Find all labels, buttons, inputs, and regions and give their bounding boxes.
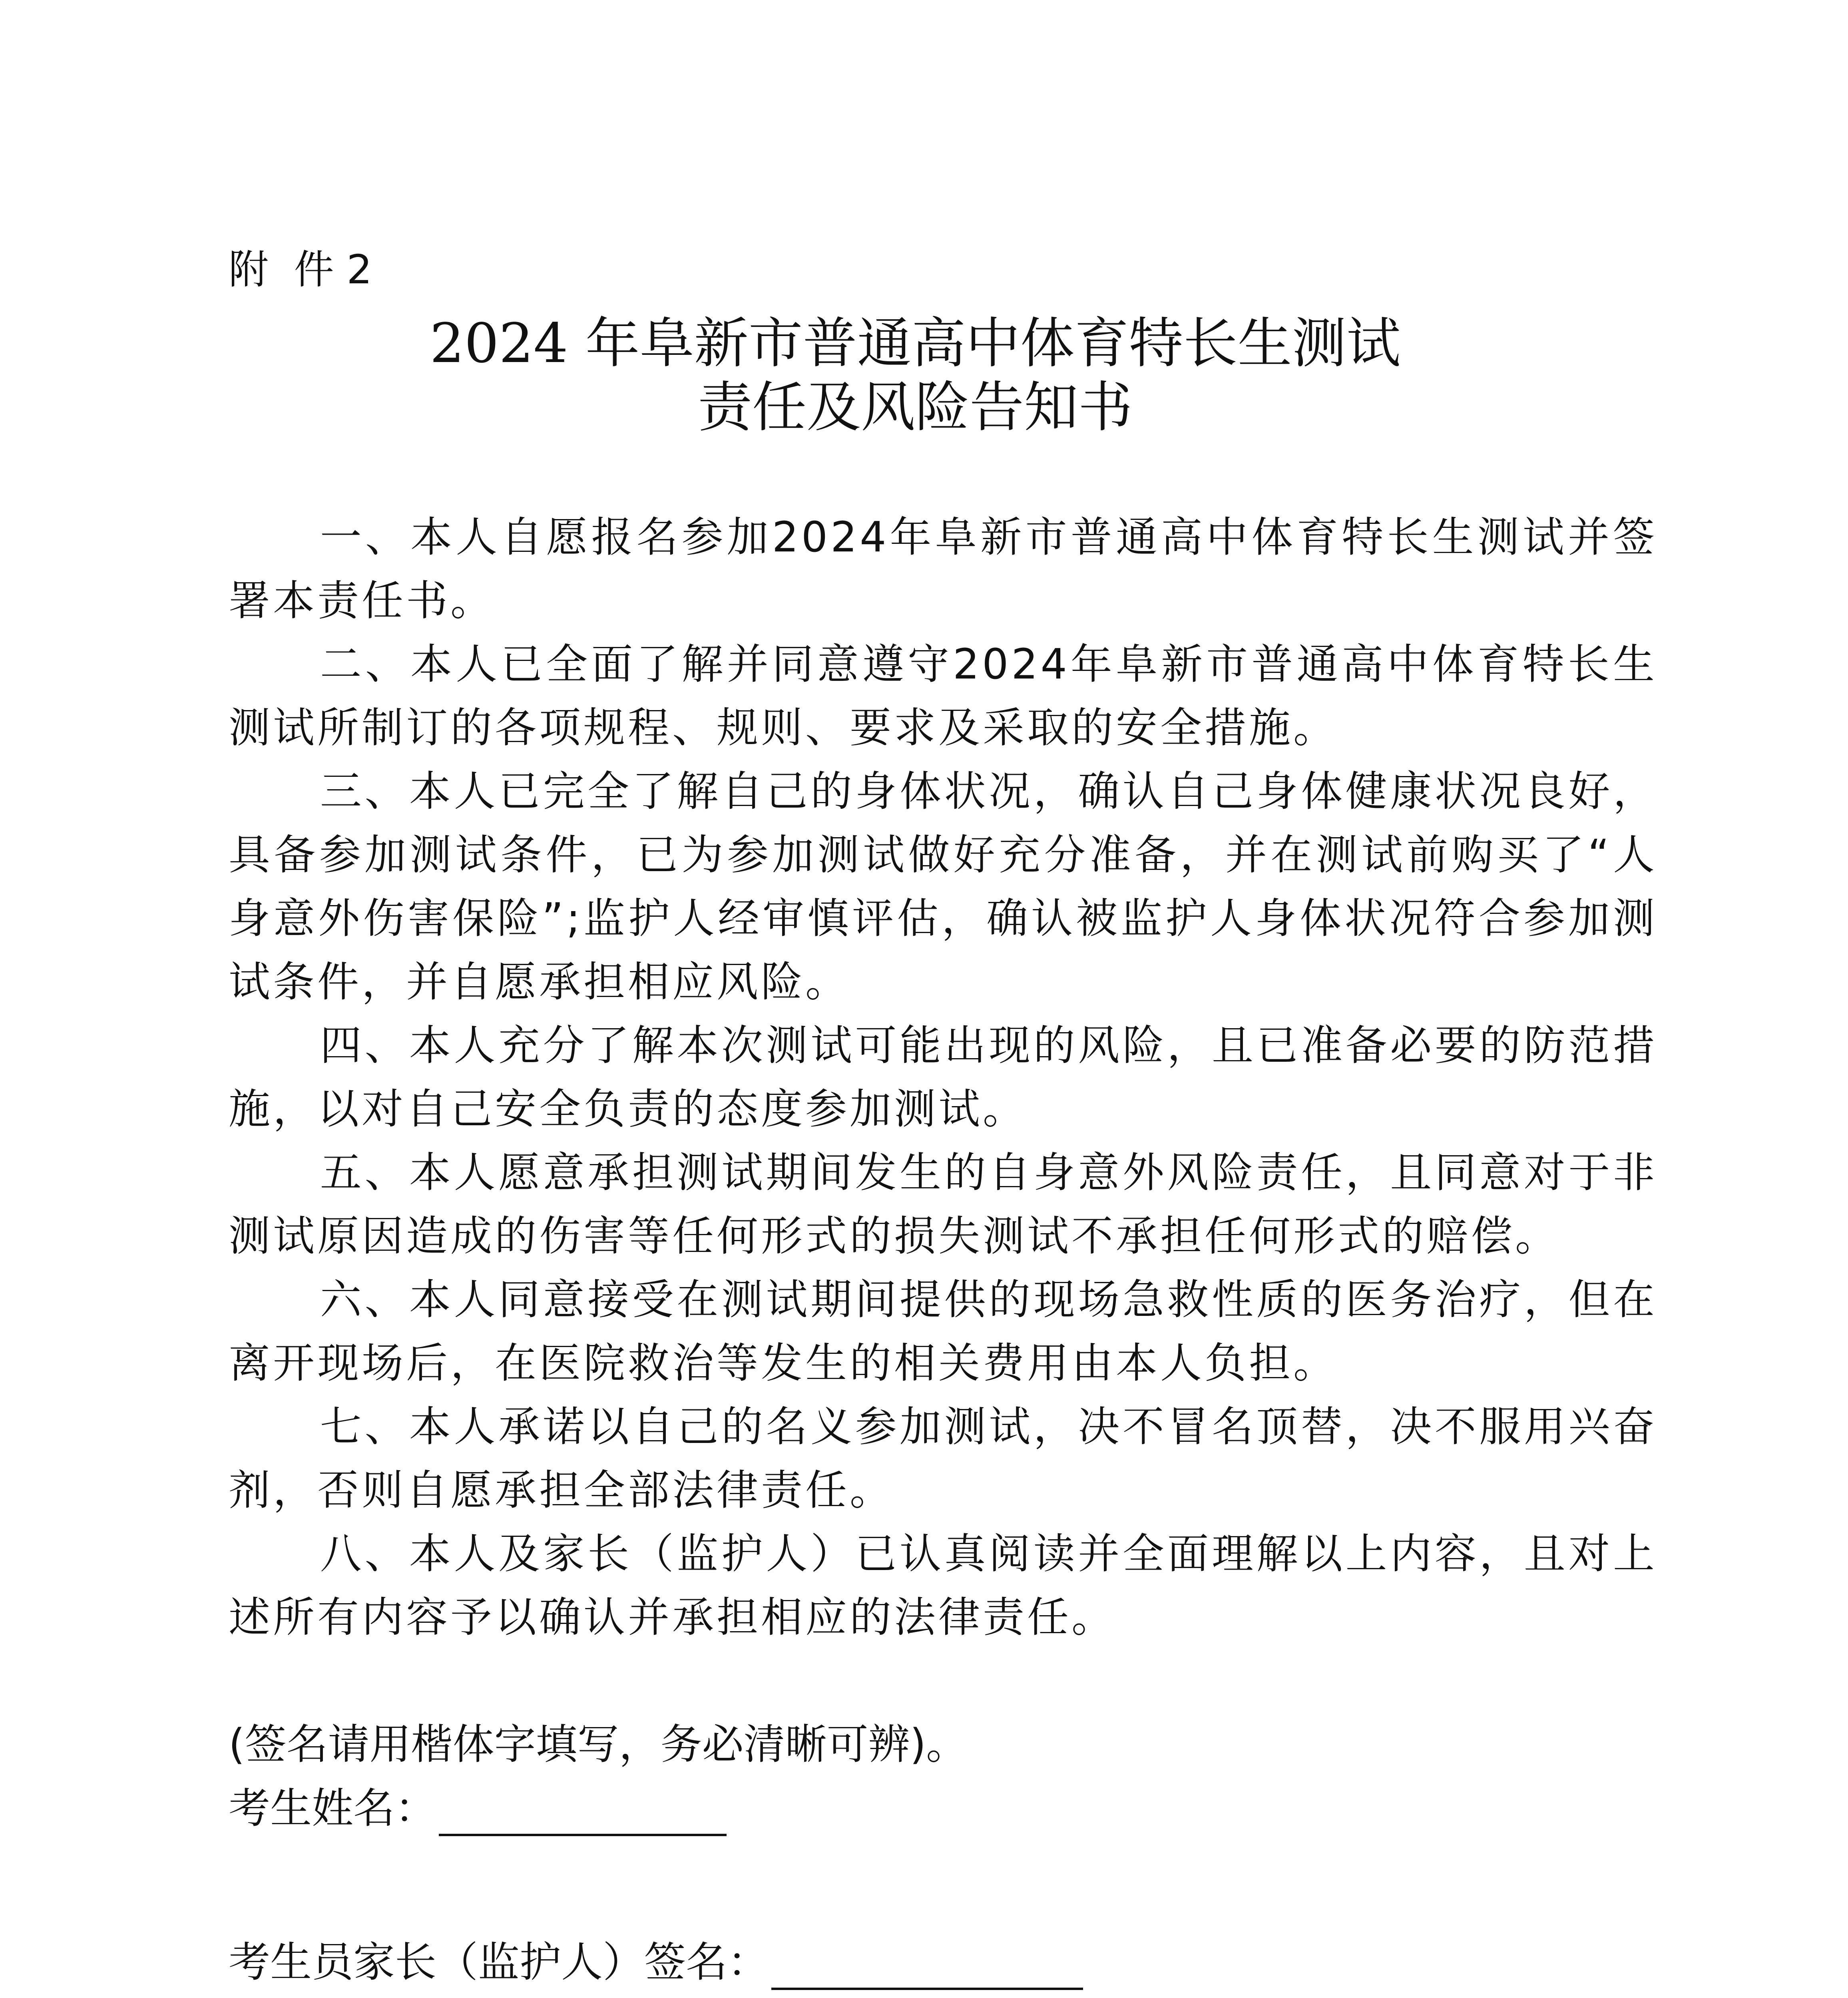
clauses-section: [229, 505, 1657, 1649]
clause-1: 一、本人自愿报名参加2024年阜新市普通高中体育特长生测试并签署本责任书。: [229, 513, 1657, 625]
clause-5: 五、本人愿意承担测试期间发生的自身意外风险责任，且同意对于非测试原因造成的伤害等任何形式的损失测试不承担任何形式的赔偿。: [229, 1148, 1657, 1260]
parent-signature-row: [229, 1934, 1083, 1990]
parent-signature-blank[interactable]: [771, 1943, 1083, 1990]
clause-6: 六、本人同意接受在测试期间提供的现场急救性质的医务治疗，但在离开现场后，在医院救治等发生的相关费用由本人负担。: [229, 1275, 1657, 1387]
parent-signature-label: 考生员家长（监护人）签名：: [229, 1938, 769, 1986]
signature-instruction: (签名请用楷体字填写，务必清晰可辨)。: [229, 1720, 968, 1769]
document-title-line-1: 2024 年阜新市普通高中体育特长生测试: [430, 312, 1401, 375]
student-name-blank[interactable]: [439, 1789, 727, 1836]
clause-3: 三、本人已完全了解自己的身体状况，确认自己身体健康状况良好，具备参加测试条件，已为参加测试做好充分准备，并在测试前购买了“人身意外伤害保险”;监护人经审慎评估，确认被监护人身体状况符合参加测试条件，并自愿承担相应风险。: [229, 767, 1657, 1006]
clause-2: 二、本人已全面了解并同意遵守2024年阜新市普通高中体育特长生测试所制订的各项规程、规则、要求及采取的安全措施。: [229, 640, 1657, 752]
clause-7: 七、本人承诺以自己的名义参加测试，决不冒名顶替，决不服用兴奋剂，否则自愿承担全部法律责任。: [229, 1402, 1657, 1514]
student-name-row: [229, 1780, 727, 1836]
student-name-label: 考生姓名：: [229, 1784, 437, 1833]
attachment-label: 附 件 2: [229, 246, 372, 293]
clause-8: 八、本人及家长（监护人）已认真阅读并全面理解以上内容，且对上述所有内容予以确认并承担相应的法律责任。: [229, 1529, 1657, 1642]
clause-4: 四、本人充分了解本次测试可能出现的风险，且已准备必要的防范措施，以对自己安全负责的态度参加测试。: [229, 1021, 1657, 1133]
document-title-line-2: 责任及风险告知书: [698, 376, 1133, 439]
